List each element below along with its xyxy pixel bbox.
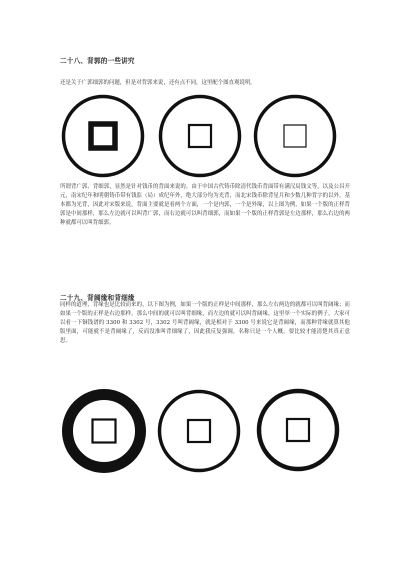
section-28-intro-text: 还是关于广郭细郭的问题，但是对背郭来说，还有点不同，这里配个图直观说明。 (60, 80, 256, 86)
section-28-body-text: 所谓背广郭、背细郭，显然是针对钱币的背面来说的。由于中国古代铸币除清代钱币背面带有满汉局钱文等，以及公昌开元，南宋纪年和明朝铸币带有钱监（局）成纪年外，绝大部分均为光背，而北宋钱币除背星月和少数几种背字的以外，基本都为光背，因此对宋版来说，背面主要就是看两个方面，一个是内郭，一个是外缘，以上图为例，如果一个版的正样背郭是中间那样，那么左边就可以叫背广郭，而右边就可以叫背细郭，而如果一个版的正样背郭是左边那样，那么右边的两种就都可以叫背细郭。 (60, 184, 350, 226)
coin-wide-inner-rim (61, 94, 145, 178)
coin-wide-outer-rim (61, 388, 147, 474)
coin-thin-inner-rim (253, 94, 337, 178)
coin-thin-outer-rim (256, 388, 340, 472)
section-28-body (60, 183, 350, 228)
section-29-heading: 二十九、背阔缘和背细缘 (60, 294, 135, 302)
coin-standard-inner-rim (158, 94, 242, 178)
coin-medium-outer-rim (157, 389, 241, 473)
section-29-body-text: 同样的道理，背缘也是比较而来的，以下图为例，如果一个版的正样是中间那样，那么左右两边的就都可以叫背阔缘；而如果一个版的正样是右边那样，那么中间的就可以叫背细缘，而左边的就可以叫背阔缘，这里举一个实际的例子，大家可以看一下铜钱谱的 3300 和 3302 号，3302 号叫背阔缘，就是相对于 3300 号来说它是背阔缘，而那种背缘就算其他版里面，可能就不是背阔缘了，反而没准叫背细缘了，因此我反复强调，名称只是一个人概，要比较才能清楚其真正意思。 (60, 302, 350, 344)
section-28-heading: 二十八、背郭的一些讲究 (60, 57, 135, 65)
section-29-body (60, 301, 350, 346)
section-28-intro (60, 79, 350, 88)
